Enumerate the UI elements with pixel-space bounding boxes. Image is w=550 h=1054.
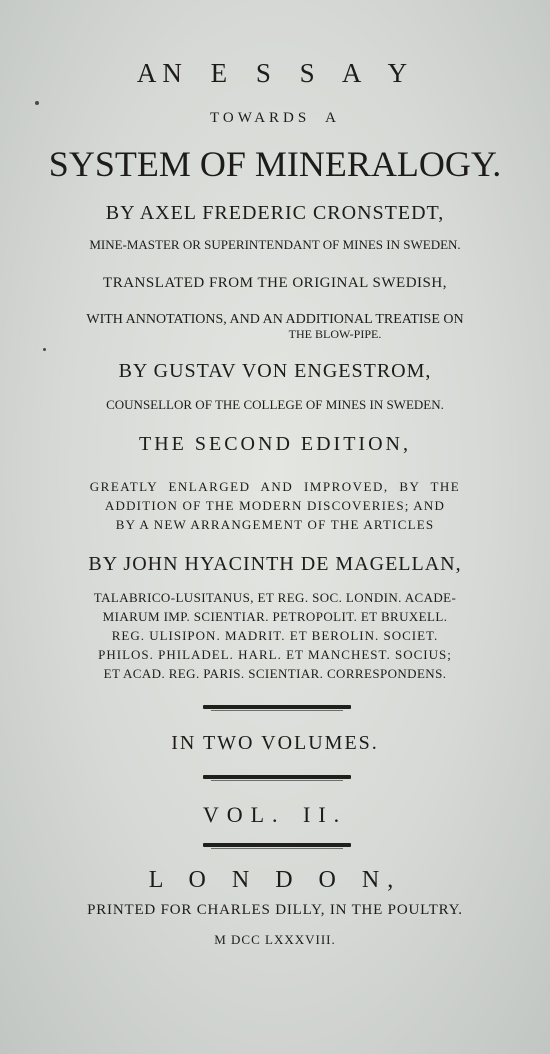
volume-number: VOL. II. xyxy=(202,802,348,827)
editor-line: BY JOHN HYACINTH DE MAGELLAN, xyxy=(88,553,462,575)
latin-credentials-5: ET ACAD. REG. PARIS. SCIENTIAR. CORRESPONDENS. xyxy=(103,666,447,681)
latin-credentials-1: TALABRICO-LUSITANUS, ET REG. SOC. LONDIN. ACADE- xyxy=(93,590,457,605)
discoveries-line: ADDITION OF THE MODERN DISCOVERIES; AND xyxy=(104,498,446,513)
main-title: SYSTEM OF MINERALOGY. xyxy=(48,144,502,184)
latin-credentials-4: PHILOS. PHILADEL. HARL. ET MANCHEST. SOCIUS; xyxy=(98,647,452,662)
blowpipe-line: THE BLOW-PIPE. xyxy=(288,327,382,341)
enlarged-line: GREATLY ENLARGED AND IMPROVED, BY THE xyxy=(89,479,461,494)
translation-line: TRANSLATED FROM THE ORIGINAL SWEDISH, xyxy=(103,275,447,291)
latin-credentials-2: MIARUM IMP. SCIENTIAR. PETROPOLIT. ET BRUXELL. xyxy=(102,609,448,624)
rule-lower xyxy=(203,843,351,847)
volumes-line: IN TWO VOLUMES. xyxy=(171,732,379,754)
imprint-printer: PRINTED FOR CHARLES DILLY, IN THE POULTRY. xyxy=(87,902,463,918)
author-office: MINE-MASTER OR SUPERINTENDANT OF MINES IN SWEDEN. xyxy=(89,237,461,252)
arrangement-line: BY A NEW ARRANGEMENT OF THE ARTICLES xyxy=(115,517,435,532)
author-line: BY AXEL FREDERIC CRONSTEDT, xyxy=(105,202,445,224)
translator-line: BY GUSTAV VON ENGESTROM, xyxy=(118,360,432,382)
title-towards-a: TOWARDS A xyxy=(210,110,340,126)
latin-credentials-3: REG. ULISIPON. MADRIT. ET BEROLIN. SOCIET. xyxy=(111,628,439,643)
rule-middle xyxy=(203,775,351,779)
ink-speck xyxy=(35,101,39,105)
imprint-city: L O N D O N, xyxy=(148,867,402,893)
annotations-line: WITH ANNOTATIONS, AND AN ADDITIONAL TREATISE ON xyxy=(86,312,464,327)
translator-office: COUNSELLOR OF THE COLLEGE OF MINES IN SWEDEN. xyxy=(106,397,444,412)
imprint-year: M DCC LXXXVIII. xyxy=(214,932,336,947)
edition-line: THE SECOND EDITION, xyxy=(139,433,411,455)
ink-speck xyxy=(43,348,46,351)
rule-upper xyxy=(203,705,351,709)
title-an-essay: AN E S S A Y xyxy=(136,58,414,88)
